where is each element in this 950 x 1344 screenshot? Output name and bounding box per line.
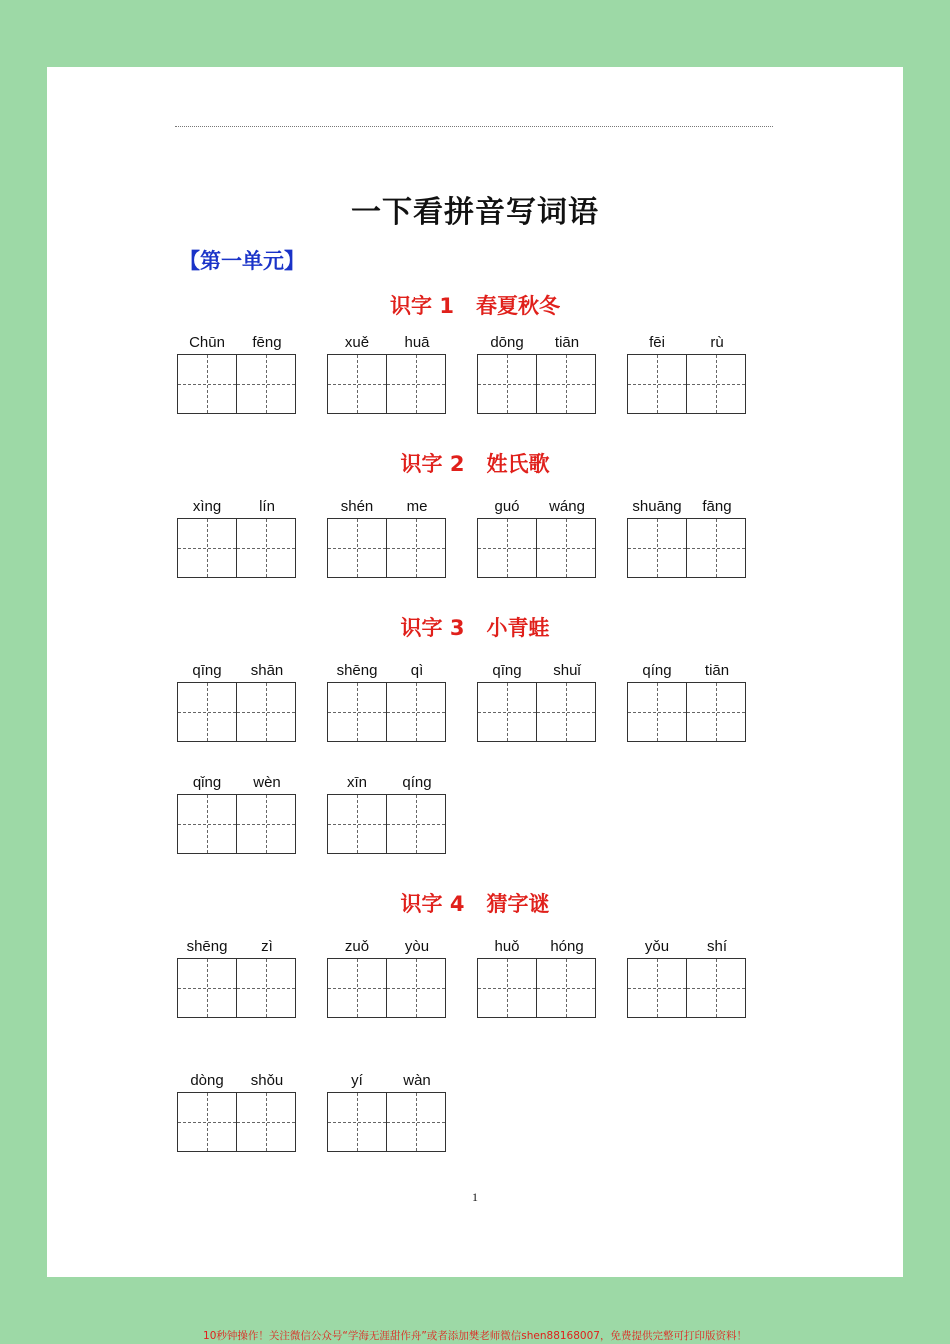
writing-grid: [477, 518, 599, 578]
writing-cell[interactable]: [177, 1092, 237, 1152]
lesson-number: 识字 2: [400, 452, 465, 476]
pinyin: huǒ: [494, 938, 520, 955]
writing-cell[interactable]: [177, 354, 237, 414]
writing-cell[interactable]: [237, 1092, 296, 1152]
writing-cell[interactable]: [387, 518, 446, 578]
lesson-heading-1: [47, 290, 903, 320]
word-group-14: [327, 769, 449, 854]
lesson-name: 猜字谜: [486, 892, 550, 916]
pinyin: tiān: [554, 334, 580, 351]
pinyin-row: [327, 769, 449, 791]
lesson-name: 姓氏歌: [486, 452, 550, 476]
writing-cell[interactable]: [177, 518, 237, 578]
writing-grid: [627, 354, 749, 414]
pinyin: Chūn: [189, 334, 225, 351]
pinyin: lín: [259, 498, 275, 515]
pinyin-row: [477, 933, 599, 955]
writing-cell[interactable]: [237, 794, 296, 854]
pinyin: shí: [706, 938, 727, 955]
footer-notice: 10秒钟操作！关注微信公众号“学海无涯甜作舟”或者添加樊老师微信shen88168007，免费提供完整可打印版资料！: [203, 1330, 747, 1342]
pinyin-row: [627, 329, 749, 351]
writing-cell[interactable]: [387, 682, 446, 742]
writing-cell[interactable]: [387, 794, 446, 854]
pinyin: guó: [494, 498, 520, 515]
word-group-15: [177, 933, 299, 1018]
pinyin-row: [627, 933, 749, 955]
writing-cell[interactable]: [537, 682, 596, 742]
writing-cell[interactable]: [627, 958, 687, 1018]
pinyin-row: [327, 1067, 449, 1089]
writing-cell[interactable]: [477, 354, 537, 414]
writing-cell[interactable]: [327, 354, 387, 414]
writing-cell[interactable]: [177, 682, 237, 742]
writing-grid: [477, 354, 599, 414]
writing-cell[interactable]: [687, 354, 746, 414]
word-group-7: [477, 493, 599, 578]
pinyin: zì: [261, 938, 273, 955]
lesson-name: 春夏秋冬: [475, 294, 560, 318]
word-group-13: [177, 769, 299, 854]
writing-cell[interactable]: [327, 794, 387, 854]
word-group-6: [327, 493, 449, 578]
pinyin-row: [327, 933, 449, 955]
writing-grid: [327, 958, 449, 1018]
word-group-20: [327, 1067, 449, 1152]
word-group-12: [627, 657, 749, 742]
word-group-9: [177, 657, 299, 742]
pinyin: shǒu: [250, 1072, 284, 1089]
pinyin: qǐng: [192, 774, 222, 791]
writing-cell[interactable]: [627, 354, 687, 414]
pinyin: wáng: [549, 498, 585, 515]
pinyin: qíng: [642, 662, 672, 679]
pinyin: fāng: [702, 498, 732, 515]
pinyin-row: [327, 657, 449, 679]
writing-cell[interactable]: [627, 682, 687, 742]
pinyin: yí: [351, 1072, 363, 1089]
pinyin-row: [627, 493, 749, 515]
lesson-number: 识字 1: [390, 294, 454, 318]
lesson-number: 识字 4: [400, 892, 465, 916]
pinyin: qīng: [192, 662, 222, 679]
pinyin: shén: [340, 498, 374, 515]
word-group-16: [327, 933, 449, 1018]
pinyin-row: [477, 657, 599, 679]
writing-grid: [327, 354, 449, 414]
pinyin-row: [177, 329, 299, 351]
writing-cell[interactable]: [537, 518, 596, 578]
pinyin: fēi: [649, 334, 665, 351]
pinyin: qì: [410, 662, 424, 679]
word-group-19: [177, 1067, 299, 1152]
pinyin: rù: [710, 334, 724, 351]
pinyin: dōng: [490, 334, 524, 351]
writing-cell[interactable]: [387, 1092, 446, 1152]
lesson-number: 识字 3: [400, 616, 465, 640]
pinyin: yǒu: [644, 938, 670, 955]
writing-cell[interactable]: [237, 682, 296, 742]
pinyin: shēng: [336, 662, 378, 679]
writing-cell[interactable]: [687, 958, 746, 1018]
writing-cell[interactable]: [327, 682, 387, 742]
lesson-heading-2: [47, 448, 903, 478]
pinyin-row: [177, 493, 299, 515]
pinyin: zuǒ: [344, 938, 370, 955]
word-group-10: [327, 657, 449, 742]
pinyin: qíng: [402, 774, 432, 791]
pinyin-row: [477, 329, 599, 351]
lesson-heading-4: [47, 888, 903, 918]
pinyin: fēng: [252, 334, 282, 351]
pinyin-row: [177, 1067, 299, 1089]
unit-heading: 【第一单元】: [179, 249, 305, 273]
pinyin: wàn: [403, 1072, 431, 1089]
header-rule: [175, 126, 773, 127]
pinyin-row: [177, 657, 299, 679]
writing-cell[interactable]: [687, 682, 746, 742]
writing-grid: [177, 354, 299, 414]
writing-cell[interactable]: [627, 518, 687, 578]
writing-grid: [327, 682, 449, 742]
writing-grid: [177, 518, 299, 578]
writing-cell[interactable]: [237, 518, 296, 578]
pinyin: shuāng: [632, 498, 682, 515]
writing-grid: [627, 958, 749, 1018]
worksheet-page: [47, 67, 903, 1277]
word-group-18: [627, 933, 749, 1018]
word-group-4: [627, 329, 749, 414]
pinyin-row: [327, 329, 449, 351]
writing-grid: [477, 958, 599, 1018]
pinyin: yòu: [404, 938, 430, 955]
word-group-17: [477, 933, 599, 1018]
writing-grid: [177, 1092, 299, 1152]
pinyin: xìng: [192, 498, 222, 515]
writing-cell[interactable]: [177, 958, 237, 1018]
writing-grid: [327, 794, 449, 854]
writing-grid: [477, 682, 599, 742]
pinyin: qīng: [492, 662, 522, 679]
writing-cell[interactable]: [477, 682, 537, 742]
writing-cell[interactable]: [387, 958, 446, 1018]
writing-cell[interactable]: [327, 518, 387, 578]
pinyin: dòng: [190, 1072, 224, 1089]
writing-cell[interactable]: [237, 958, 296, 1018]
pinyin: shān: [250, 662, 284, 679]
word-group-8: [627, 493, 749, 578]
word-group-2: [327, 329, 449, 414]
writing-cell[interactable]: [477, 958, 537, 1018]
writing-cell[interactable]: [237, 354, 296, 414]
pinyin: me: [406, 498, 428, 515]
pinyin-row: [627, 657, 749, 679]
writing-cell[interactable]: [537, 958, 596, 1018]
word-group-3: [477, 329, 599, 414]
writing-cell[interactable]: [327, 1092, 387, 1152]
pinyin: shuǐ: [553, 662, 581, 679]
writing-grid: [177, 794, 299, 854]
word-group-11: [477, 657, 599, 742]
pinyin: huā: [404, 334, 430, 351]
writing-cell[interactable]: [537, 354, 596, 414]
writing-cell[interactable]: [687, 518, 746, 578]
writing-grid: [177, 682, 299, 742]
page-number: 1: [472, 1190, 478, 1204]
pinyin: shēng: [186, 938, 228, 955]
word-group-5: [177, 493, 299, 578]
lesson-heading-3: [47, 612, 903, 642]
writing-grid: [327, 1092, 449, 1152]
pinyin-row: [327, 493, 449, 515]
lesson-name: 小青蛙: [486, 616, 550, 640]
pinyin-row: [177, 933, 299, 955]
pinyin: wèn: [253, 774, 281, 791]
writing-grid: [627, 682, 749, 742]
writing-cell[interactable]: [327, 958, 387, 1018]
page-title: 一下看拼音写词语: [351, 195, 599, 230]
writing-grid: [177, 958, 299, 1018]
pinyin: hóng: [550, 938, 584, 955]
writing-cell[interactable]: [477, 518, 537, 578]
writing-cell[interactable]: [177, 794, 237, 854]
pinyin-row: [177, 769, 299, 791]
pinyin-row: [477, 493, 599, 515]
pinyin: tiān: [704, 662, 730, 679]
writing-grid: [327, 518, 449, 578]
writing-grid: [627, 518, 749, 578]
word-group-1: [177, 329, 299, 414]
writing-cell[interactable]: [387, 354, 446, 414]
pinyin: xīn: [346, 774, 367, 791]
pinyin: xuě: [344, 334, 370, 351]
